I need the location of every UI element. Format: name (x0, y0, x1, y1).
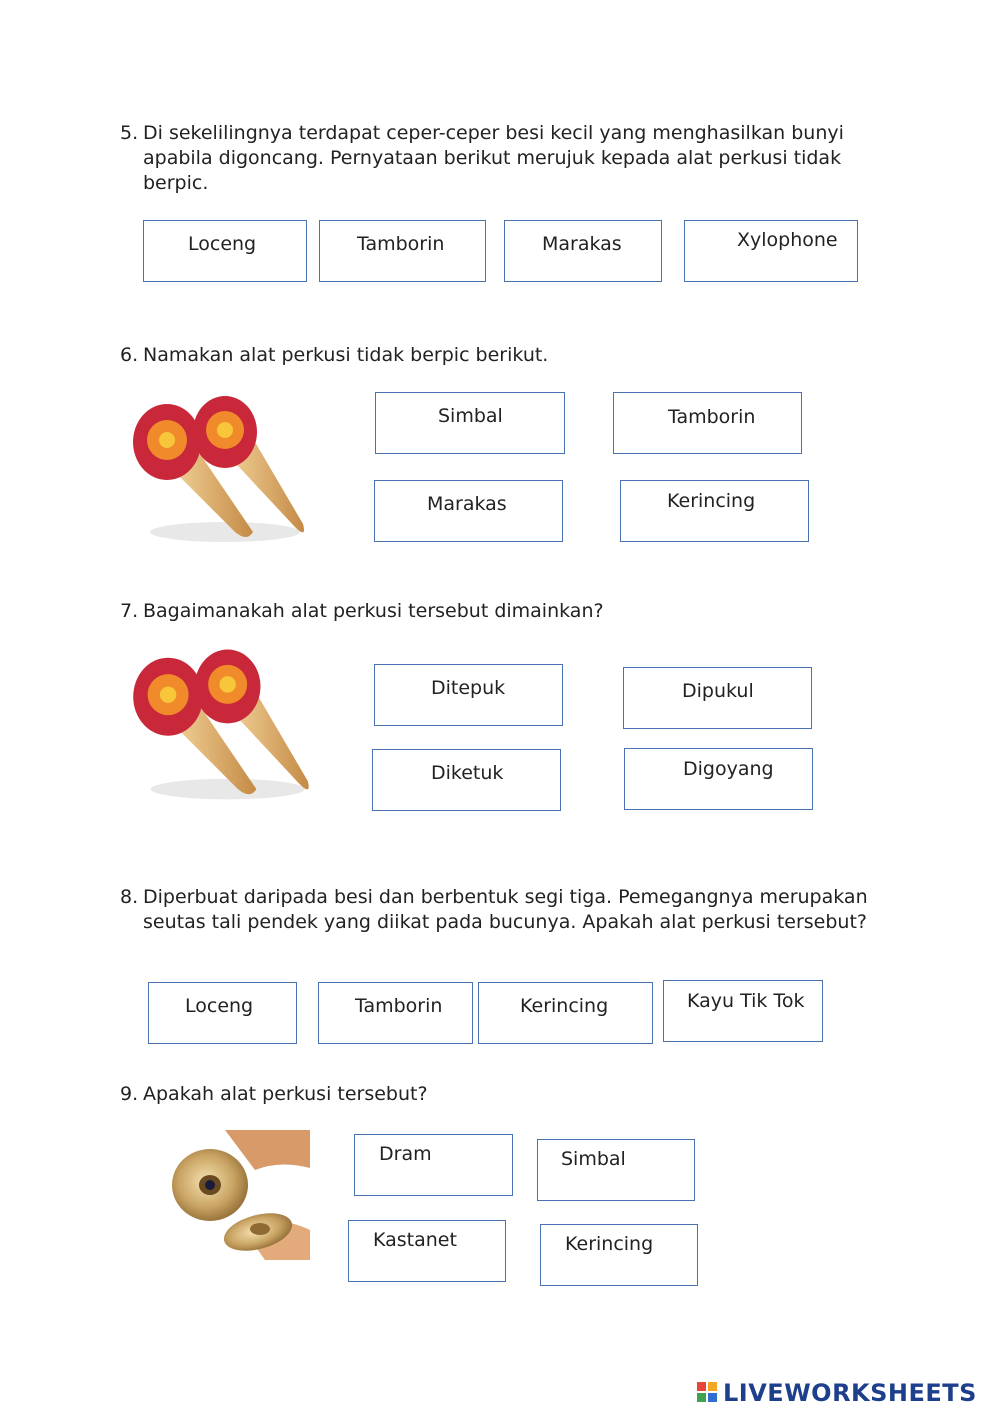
question-text: Di sekelilingnya terdapat ceper-ceper besi kecil yang menghasilkan bunyi apabila digoncang. Pernyataan berikut merujuk kepada alat perkusi tidak berpic. (143, 122, 844, 194)
option-label: Loceng (188, 233, 257, 255)
brand-name: LIVEWORKSHEETS (723, 1379, 977, 1407)
option-label: Tamborin (357, 233, 445, 255)
option-tamborin[interactable] (613, 392, 802, 454)
option-digoyang[interactable] (624, 748, 813, 810)
option-label: Dipukul (682, 680, 754, 702)
option-label: Tamborin (668, 406, 756, 428)
logo-mark-icon (697, 1382, 719, 1404)
question-number: 8. (120, 886, 139, 908)
option-ditepuk[interactable] (374, 664, 563, 726)
liveworksheets-logo (697, 1380, 977, 1406)
question-text: Diperbuat daripada besi dan berbentuk segi tiga. Pemegangnya merupakan seutas tali pendek yang diikat pada bucunya. Apakah alat perkusi tersebut? (143, 886, 868, 933)
maracas-image (125, 645, 320, 810)
option-tamborin[interactable] (319, 220, 486, 282)
option-tamborin[interactable] (318, 982, 473, 1044)
question-5 (120, 121, 880, 196)
option-label: Marakas (427, 493, 507, 515)
option-kayu-tik-tok[interactable] (663, 980, 823, 1042)
option-kerincing[interactable] (620, 480, 809, 542)
question-6 (120, 343, 880, 368)
option-diketuk[interactable] (372, 749, 561, 811)
question-8 (120, 885, 880, 935)
question-text: Bagaimanakah alat perkusi tersebut dimainkan? (143, 600, 604, 622)
option-dipukul[interactable] (623, 667, 812, 729)
question-7 (120, 599, 880, 624)
option-label: Ditepuk (431, 677, 506, 699)
question-number: 9. (120, 1083, 139, 1105)
option-marakas[interactable] (504, 220, 662, 282)
option-label: Simbal (438, 405, 503, 427)
option-loceng[interactable] (143, 220, 307, 282)
option-kerincing[interactable] (478, 982, 653, 1044)
option-label: Loceng (185, 995, 254, 1017)
option-label: Kastanet (373, 1229, 457, 1251)
option-label: Kayu Tik Tok (687, 990, 805, 1012)
option-kerincing[interactable] (540, 1224, 698, 1286)
option-label: Diketuk (431, 762, 504, 784)
option-label: Simbal (561, 1148, 626, 1170)
option-marakas[interactable] (374, 480, 563, 542)
option-xylophone[interactable] (684, 220, 858, 282)
option-label: Kerincing (667, 490, 756, 512)
option-label: Kerincing (565, 1233, 654, 1255)
option-simbal[interactable] (537, 1139, 695, 1201)
option-label: Kerincing (520, 995, 609, 1017)
question-text: Namakan alat perkusi tidak berpic berikut. (143, 344, 549, 366)
option-kastanet[interactable] (348, 1220, 506, 1282)
option-label: Marakas (542, 233, 622, 255)
maracas-image (125, 392, 315, 552)
option-label: Xylophone (737, 229, 838, 251)
option-simbal[interactable] (375, 392, 565, 454)
option-label: Tamborin (355, 995, 443, 1017)
option-dram[interactable] (354, 1134, 513, 1196)
option-loceng[interactable] (148, 982, 297, 1044)
question-number: 5. (120, 122, 139, 144)
option-label: Dram (379, 1143, 432, 1165)
finger-cymbals-image (170, 1130, 310, 1260)
option-label: Digoyang (683, 758, 774, 780)
question-9 (120, 1082, 880, 1107)
question-number: 6. (120, 344, 139, 366)
question-number: 7. (120, 600, 139, 622)
question-text: Apakah alat perkusi tersebut? (143, 1083, 428, 1105)
